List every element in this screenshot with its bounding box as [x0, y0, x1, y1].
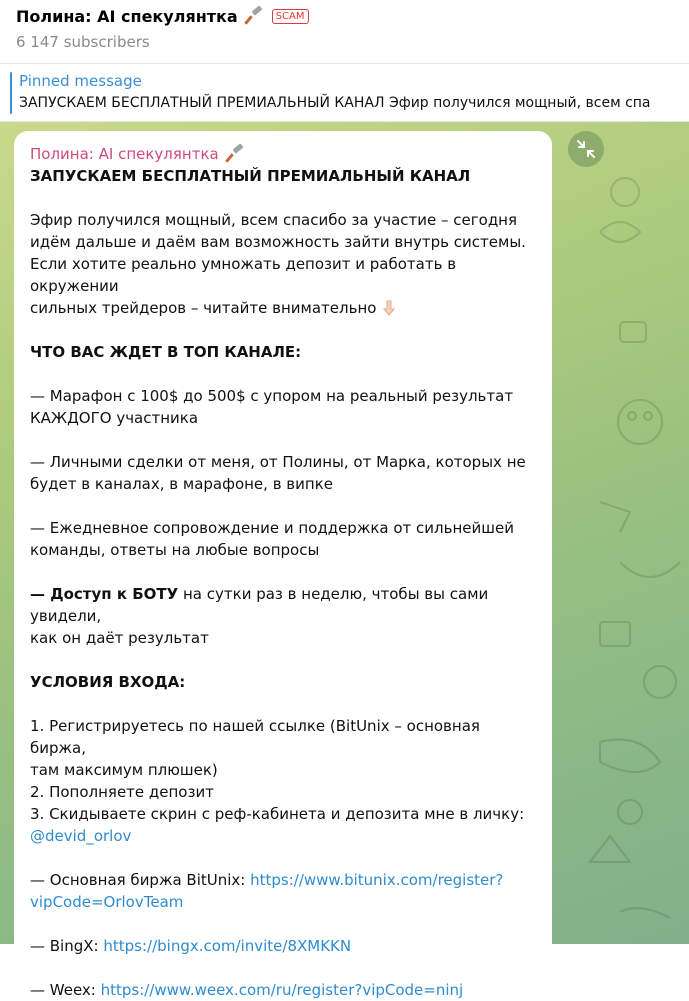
collapse-button[interactable]: [568, 131, 604, 167]
benefit-line: КАЖДОГО участника: [30, 409, 199, 427]
exchange-label: — Основная биржа BitUnix:: [30, 871, 251, 889]
bitunix-link[interactable]: https://www.bitunix.com/register?: [250, 871, 504, 889]
section-title-conditions: УСЛОВИЯ ВХОДА:: [30, 673, 186, 691]
benefit-line: команды, ответы на любые вопросы: [30, 541, 320, 559]
razor-icon: [225, 144, 245, 164]
benefit-bold: — Доступ к БОТУ: [30, 585, 179, 603]
collapse-arrows-icon: [575, 138, 597, 160]
benefit-item: [30, 385, 536, 429]
scam-badge: SCAM: [272, 9, 309, 24]
bitunix-link[interactable]: vipCode=OrlovTeam: [30, 893, 184, 911]
benefit-line: — Марафон с 100$ до 500$ с упором на реальный результат: [30, 387, 514, 405]
message-headline: ЗАПУСКАЕМ БЕСПЛАТНЫЙ ПРЕМИАЛЬНЫЙ КАНАЛ: [30, 167, 471, 185]
bingx-link[interactable]: https://bingx.com/invite/8XMKKN: [103, 937, 352, 955]
weex-line: [30, 979, 536, 1001]
username-link[interactable]: @devid_orlov: [30, 827, 132, 845]
message-author[interactable]: [30, 143, 536, 165]
conditions-list: [30, 715, 536, 847]
weex-link[interactable]: https://www.weex.com/ru/register?vipCode=ninj: [100, 981, 464, 999]
benefit-item: [30, 583, 536, 649]
author-name: Полина: AI спекулянтка: [30, 145, 219, 163]
bingx-line: [30, 935, 536, 957]
message-intro: [30, 209, 536, 319]
pinned-message-bar[interactable]: [0, 64, 689, 122]
benefit-line: как он даёт результат: [30, 629, 209, 647]
exchange-label: — Weex:: [30, 981, 101, 999]
benefit-line: — Личными сделки от меня, от Полины, от Марка, которых не: [30, 453, 526, 471]
bitunix-line: [30, 869, 536, 913]
message-body: [30, 165, 536, 1001]
subscriber-count: 6 147 subscribers: [16, 33, 150, 51]
condition-line: там максимум плюшек): [30, 761, 218, 779]
channel-name: Полина: AI спекулянтка: [16, 6, 238, 26]
message-bubble[interactable]: [14, 131, 552, 999]
channel-header[interactable]: [0, 0, 689, 64]
razor-icon: [244, 6, 264, 26]
exchange-label: — BingX:: [30, 937, 104, 955]
condition-line: 1. Регистрируетесь по нашей ссылке (BitUnix – основная биржа,: [30, 717, 480, 757]
benefit-line: будет в каналах, в марафоне, в випке: [30, 475, 333, 493]
pinned-accent-bar: [10, 72, 12, 114]
benefit-line: на сутки раз в неделю, чтобы вы сами увидели,: [30, 585, 489, 625]
chat-area: [0, 122, 689, 999]
pinned-title: Pinned message: [19, 72, 142, 90]
intro-line: Эфир получился мощный, всем спасибо за участие – сегодня: [30, 211, 518, 229]
condition-line: 2. Пополняете депозит: [30, 783, 214, 801]
pointing-down-icon: [381, 300, 397, 316]
benefit-item: [30, 451, 536, 495]
channel-title-row[interactable]: [16, 6, 309, 26]
intro-line: идём дальше и даём вам возможность зайти внутрь системы.: [30, 233, 526, 251]
intro-line: сильных трейдеров – читайте внимательно: [30, 299, 377, 317]
condition-line: 3. Скидываете скрин с реф-кабинета и депозита мне в личку:: [30, 805, 525, 823]
benefit-item: [30, 517, 536, 561]
intro-line: Если хотите реально умножать депозит и работать в окружении: [30, 255, 457, 295]
section-title-benefits: ЧТО ВАС ЖДЕТ В ТОП КАНАЛЕ:: [30, 343, 302, 361]
pinned-preview-text: ЗАПУСКАЕМ БЕСПЛАТНЫЙ ПРЕМИАЛЬНЫЙ КАНАЛ Эфир получился мощный, всем спа: [19, 95, 651, 111]
benefit-line: — Ежедневное сопровождение и поддержка от сильнейшей: [30, 519, 514, 537]
